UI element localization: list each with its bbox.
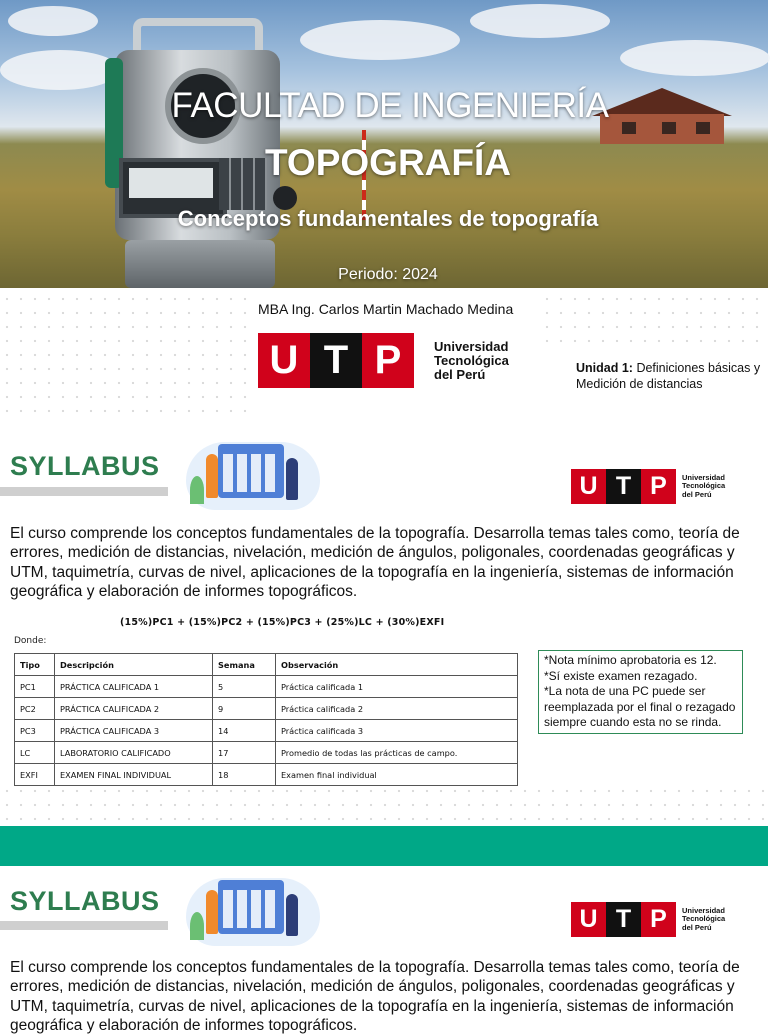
unit-info: [576, 360, 761, 392]
utp-logo: U T P Universidad Tecnológica del Perú: [258, 333, 509, 388]
slide-divider-band: [0, 826, 768, 866]
cloud: [620, 40, 770, 76]
cloud: [470, 4, 610, 38]
syllabus-title: SYLLABUS: [10, 886, 160, 916]
table-header-row: [15, 654, 518, 676]
course-title: TOPOGRAFÍA: [265, 142, 511, 183]
grading-notes: [538, 650, 743, 734]
note-line: *Sí existe examen rezagado.: [544, 668, 698, 683]
cloud: [0, 50, 120, 90]
cloud: [300, 20, 460, 60]
course-subtitle: Conceptos fundamentales de topografía: [177, 206, 599, 231]
faculty-title: FACULTAD DE INGENIERÍA: [171, 86, 609, 125]
table-row: EXFI EXAMEN FINAL INDIVIDUAL 18 Examen final individual: [15, 764, 518, 786]
header-descripcion: Descripción: [55, 654, 213, 676]
period-label: Periodo: 2024: [338, 266, 438, 283]
table-row: PC3 PRÁCTICA CALIFICADA 3 14 Práctica calificada 3: [15, 720, 518, 742]
cover-banner: [0, 0, 768, 288]
course-description: El curso comprende los conceptos fundamentales de la topografía. Desarrolla temas tales como, teoría de errores, medición de distancias, nivelación, medición de ángulos, poligonales, coordenadas geográficas y UTM, taquimetría, curvas de nivel, aplicaciones de la topografía en la ingeniería, sistemas de información geográfica y elaboración de informes topográficos.: [10, 525, 740, 601]
title-underline: [0, 921, 168, 930]
header-tipo: Tipo: [15, 654, 55, 676]
syllabus-title: SYLLABUS: [10, 451, 160, 481]
cloud: [8, 6, 98, 36]
header-semana: Semana: [213, 654, 276, 676]
content-illustration: [180, 868, 322, 946]
note-line: *La nota de una PC puede ser reemplazada por el final o rezagado siempre cuando esta no se rinda.: [544, 684, 736, 729]
table-row: LC LABORATORIO CALIFICADO 17 Promedio de todas las prácticas de campo.: [15, 742, 518, 764]
dot-pattern: [0, 784, 768, 824]
utp-logo-small: U T P Universidad Tecnológica del Perú: [571, 902, 725, 937]
syllabus-slide-repeat: [0, 866, 768, 1035]
content-illustration: [180, 432, 322, 510]
title-underline: [0, 487, 168, 496]
unit-label: Unidad 1:: [576, 361, 633, 375]
dot-pattern: [540, 292, 768, 352]
course-description: El curso comprende los conceptos fundamentales de la topografía. Desarrolla temas tales como, teoría de errores, medición de distancias, nivelación, medición de ángulos, poligonales, coordenadas geográficas y UTM, taquimetría, curvas de nivel, aplicaciones de la topografía en la ingeniería, sistemas de información geográfica y elaboración de informes topográficos.: [10, 959, 740, 1035]
header-observacion: Observación: [276, 654, 518, 676]
unit-text: Definiciones básicas y Medición de distancias: [576, 361, 761, 391]
where-label: Donde:: [14, 636, 47, 646]
dot-pattern: [0, 292, 250, 420]
utp-logo-small: U T P Universidad Tecnológica del Perú: [571, 469, 725, 504]
grades-table: [14, 653, 518, 786]
table-row: PC1 PRÁCTICA CALIFICADA 1 5 Práctica calificada 1: [15, 676, 518, 698]
grade-formula: (15%)PC1 + (15%)PC2 + (15%)PC3 + (25%)LC + (30%)EXFI: [120, 617, 445, 628]
table-row: PC2 PRÁCTICA CALIFICADA 2 9 Práctica calificada 2: [15, 698, 518, 720]
author-name: MBA Ing. Carlos Martin Machado Medina: [258, 301, 514, 317]
note-line: *Nota mínimo aprobatoria es 12.: [544, 653, 717, 667]
